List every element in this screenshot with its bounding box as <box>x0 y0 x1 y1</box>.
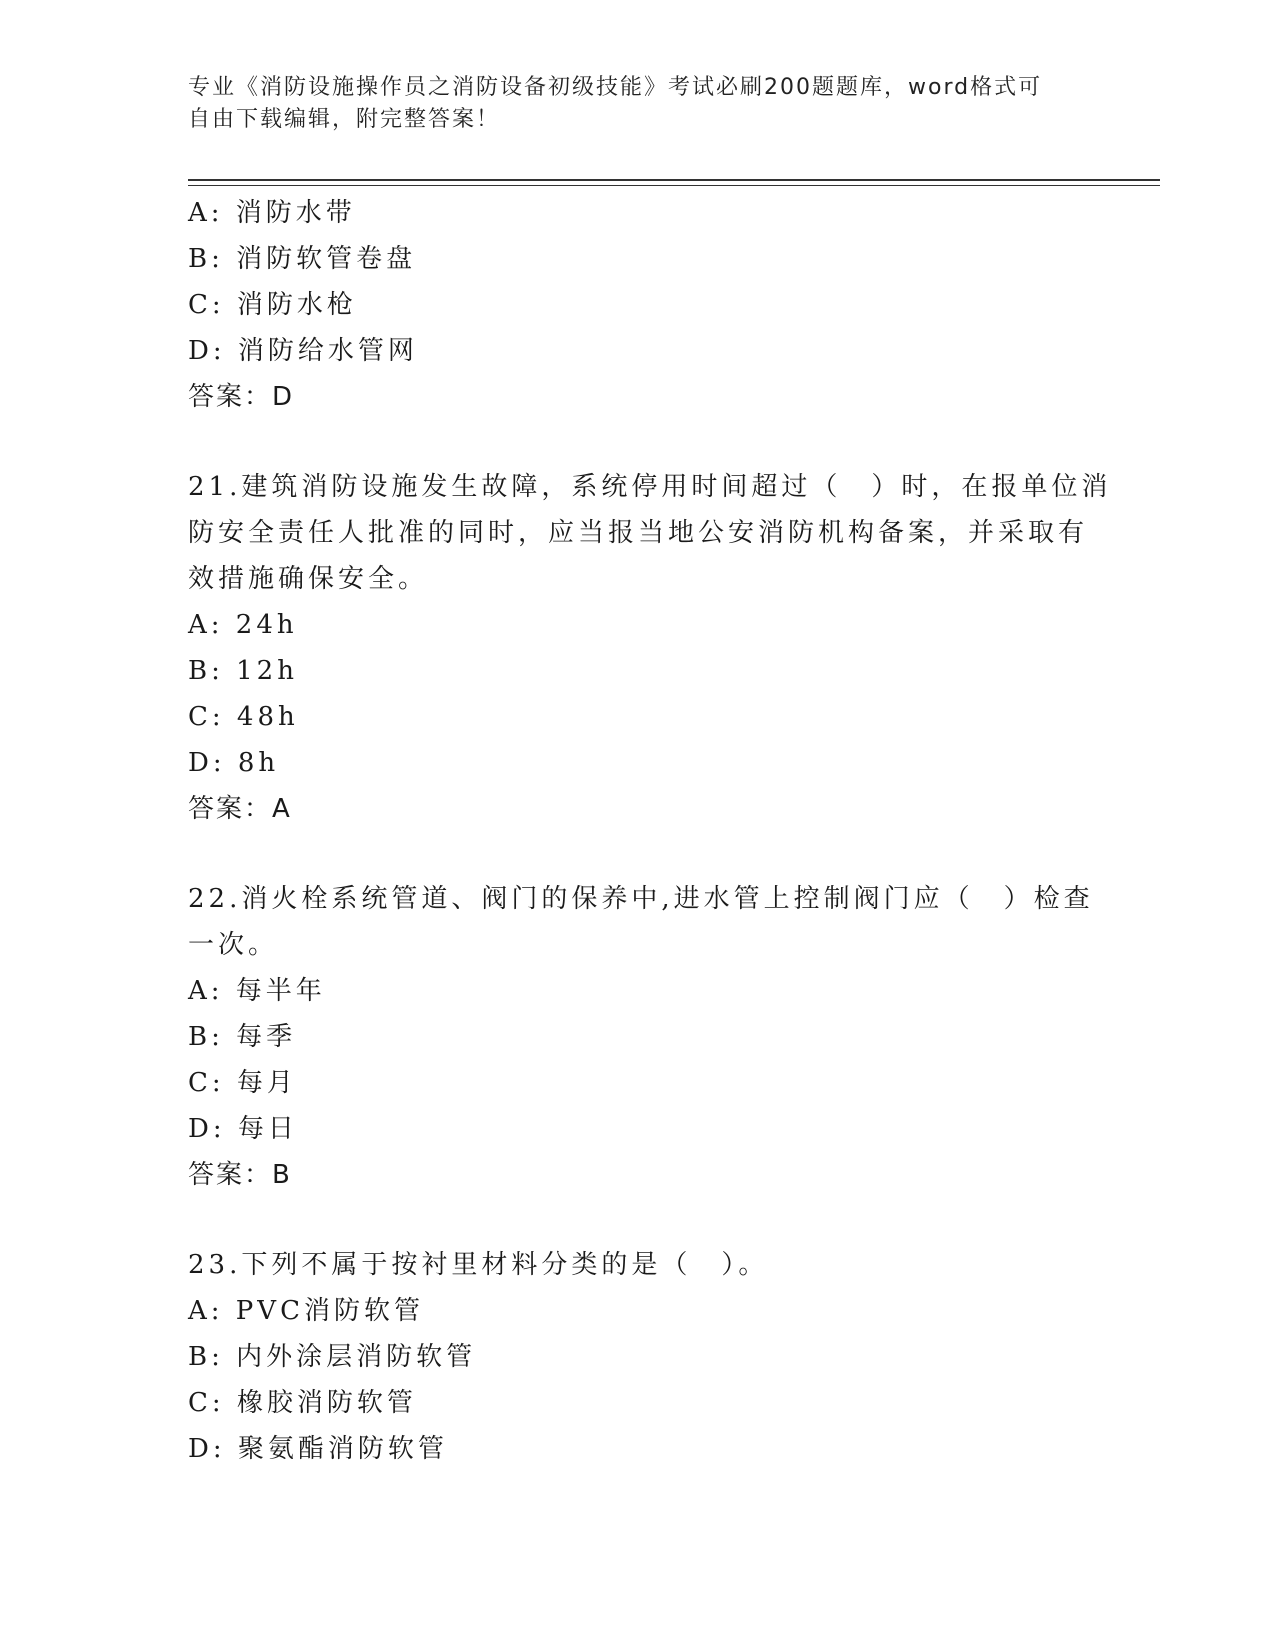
question-stem-line: 22.消火栓系统管道、阀门的保养中,进水管上控制阀门应（ ）检查 <box>188 884 1094 914</box>
answer-line: 答案：A <box>188 794 292 824</box>
option-c: C: 48h <box>188 702 299 732</box>
question-block-23 <box>188 1242 1088 1472</box>
option-d: D: 消防给水管网 <box>188 336 418 366</box>
question-block-21 <box>188 464 1112 832</box>
question-stem-line: 一次。 <box>188 930 279 960</box>
option-b: B: 12h <box>188 656 298 686</box>
option-b: B: 内外涂层消防软管 <box>188 1342 477 1372</box>
question-stem-line: 效措施确保安全。 <box>188 564 429 594</box>
option-c: C: 橡胶消防软管 <box>188 1388 417 1418</box>
header-divider-thick <box>188 179 1160 181</box>
option-a: A: PVC消防软管 <box>188 1296 424 1326</box>
option-b: B: 每季 <box>188 1022 297 1052</box>
question-stem-line: 21.建筑消防设施发生故障，系统停用时间超过（ ）时，在报单位消 <box>188 472 1112 502</box>
spacer <box>188 1198 1088 1242</box>
option-c: C: 每月 <box>188 1068 297 1098</box>
option-c: C: 消防水枪 <box>188 290 357 320</box>
spacer <box>188 832 1088 876</box>
document-body <box>188 190 1112 1472</box>
header-divider-thin <box>188 185 1160 186</box>
spacer <box>188 420 1088 464</box>
option-d: D: 8h <box>188 748 280 778</box>
option-a: A: 24h <box>188 610 298 640</box>
option-d: D: 聚氨酯消防软管 <box>188 1434 448 1464</box>
answer-line: 答案：B <box>188 1160 292 1190</box>
option-a: A: 消防水带 <box>188 198 356 228</box>
header-line-1: 专业《消防设施操作员之消防设备初级技能》考试必刷200题题库，word格式可 <box>188 75 1043 100</box>
question-block-20 <box>188 190 1088 420</box>
option-a: A: 每半年 <box>188 976 326 1006</box>
question-stem-line: 防安全责任人批准的同时，应当报当地公安消防机构备案，并采取有 <box>188 518 1089 548</box>
question-stem-line: 23.下列不属于按衬里材料分类的是（ ）。 <box>188 1250 769 1280</box>
option-d: D: 每日 <box>188 1114 298 1144</box>
question-block-22 <box>188 876 1094 1198</box>
document-header <box>188 72 1088 136</box>
answer-line: 答案：D <box>188 382 295 412</box>
header-line-2: 自由下载编辑，附完整答案！ <box>188 107 501 132</box>
option-b: B: 消防软管卷盘 <box>188 244 417 274</box>
